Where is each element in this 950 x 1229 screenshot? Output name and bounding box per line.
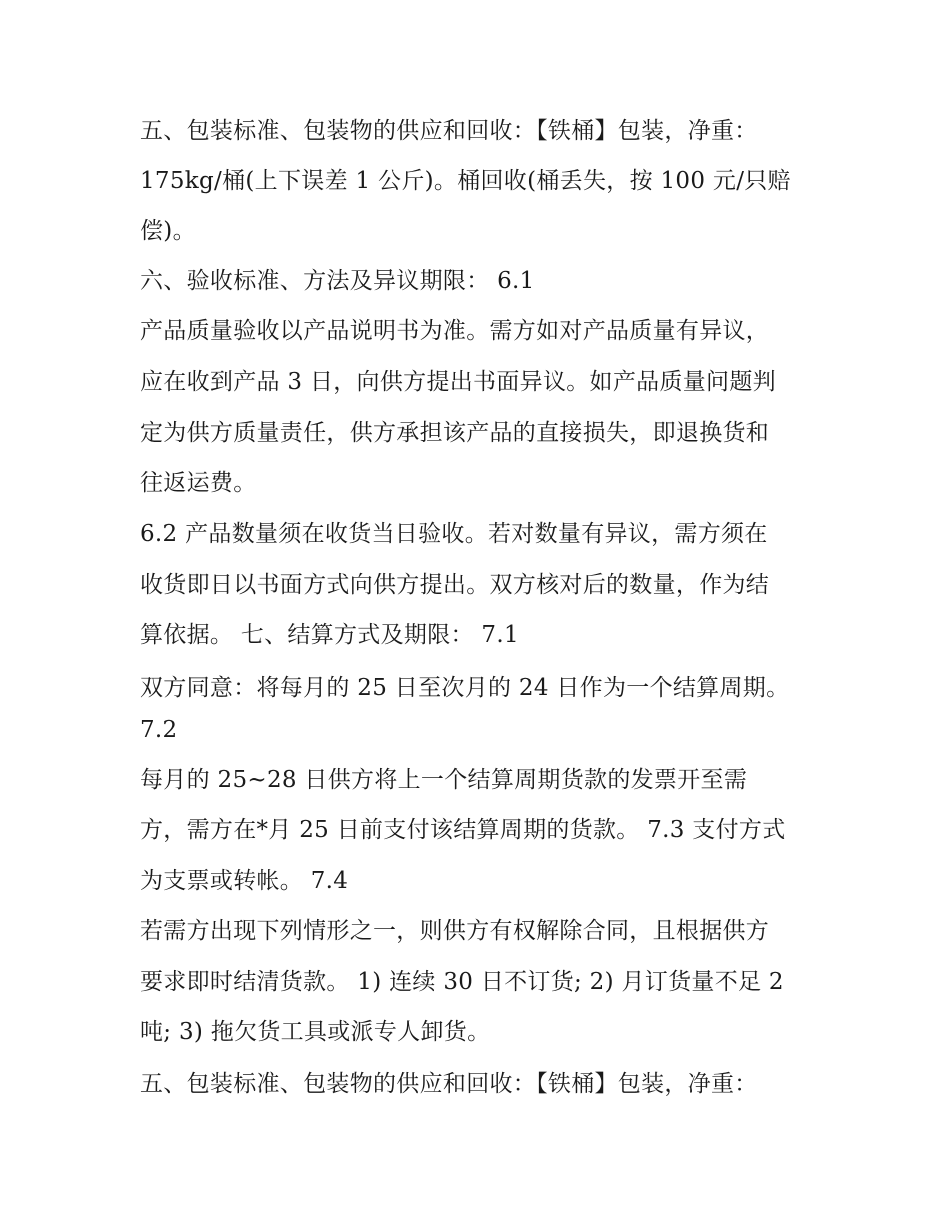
text-line: 收货即日以书面方式向供方提出。双方核对后的数量，作为结 [140,572,770,598]
text-line: 算依据。 七、结算方式及期限： 7.1 [140,622,519,648]
text-line: 为支票或转帐。 7.4 [140,868,349,894]
text-line: 7.2 [140,717,178,743]
text-line: 应在收到产品 3 日，向供方提出书面异议。如产品质量问题判 [140,369,776,395]
text-line: 每月的 25~28 日供方将上一个结算周期货款的发票开至需 [140,767,748,793]
text-line: 175kg/桶(上下误差 1 公斤)。桶回收(桶丢失，按 100 元/只赔 [140,168,791,194]
text-line: 六、验收标准、方法及异议期限： 6.1 [140,268,535,294]
text-line: 方，需方在*月 25 日前支付该结算周期的货款。 7.3 支付方式 [140,817,786,843]
text-line: 要求即时结清货款。 1) 连续 30 日不订货; 2) 月订货量不足 2 [140,969,784,995]
text-line: 五、包装标准、包装物的供应和回收：【铁桶】包装，净重： [140,1071,758,1097]
text-line: 6.2 产品数量须在收货当日验收。若对数量有异议，需方须在 [140,521,768,547]
text-line: 定为供方质量责任，供方承担该产品的直接损失，即退换货和 [140,420,770,446]
text-line: 产品质量验收以产品说明书为准。需方如对产品质量有异议， [140,318,770,344]
text-line: 双方同意：将每月的 25 日至次月的 24 日作为一个结算周期。 [140,675,790,701]
text-line: 往返运费。 [140,470,257,496]
text-line: 五、包装标准、包装物的供应和回收：【铁桶】包装，净重： [140,118,758,144]
text-line: 偿)。 [140,218,196,244]
text-line: 若需方出现下列情形之一，则供方有权解除合同，且根据供方 [140,918,770,944]
text-line: 吨; 3) 拖欠货工具或派专人卸货。 [140,1019,491,1045]
